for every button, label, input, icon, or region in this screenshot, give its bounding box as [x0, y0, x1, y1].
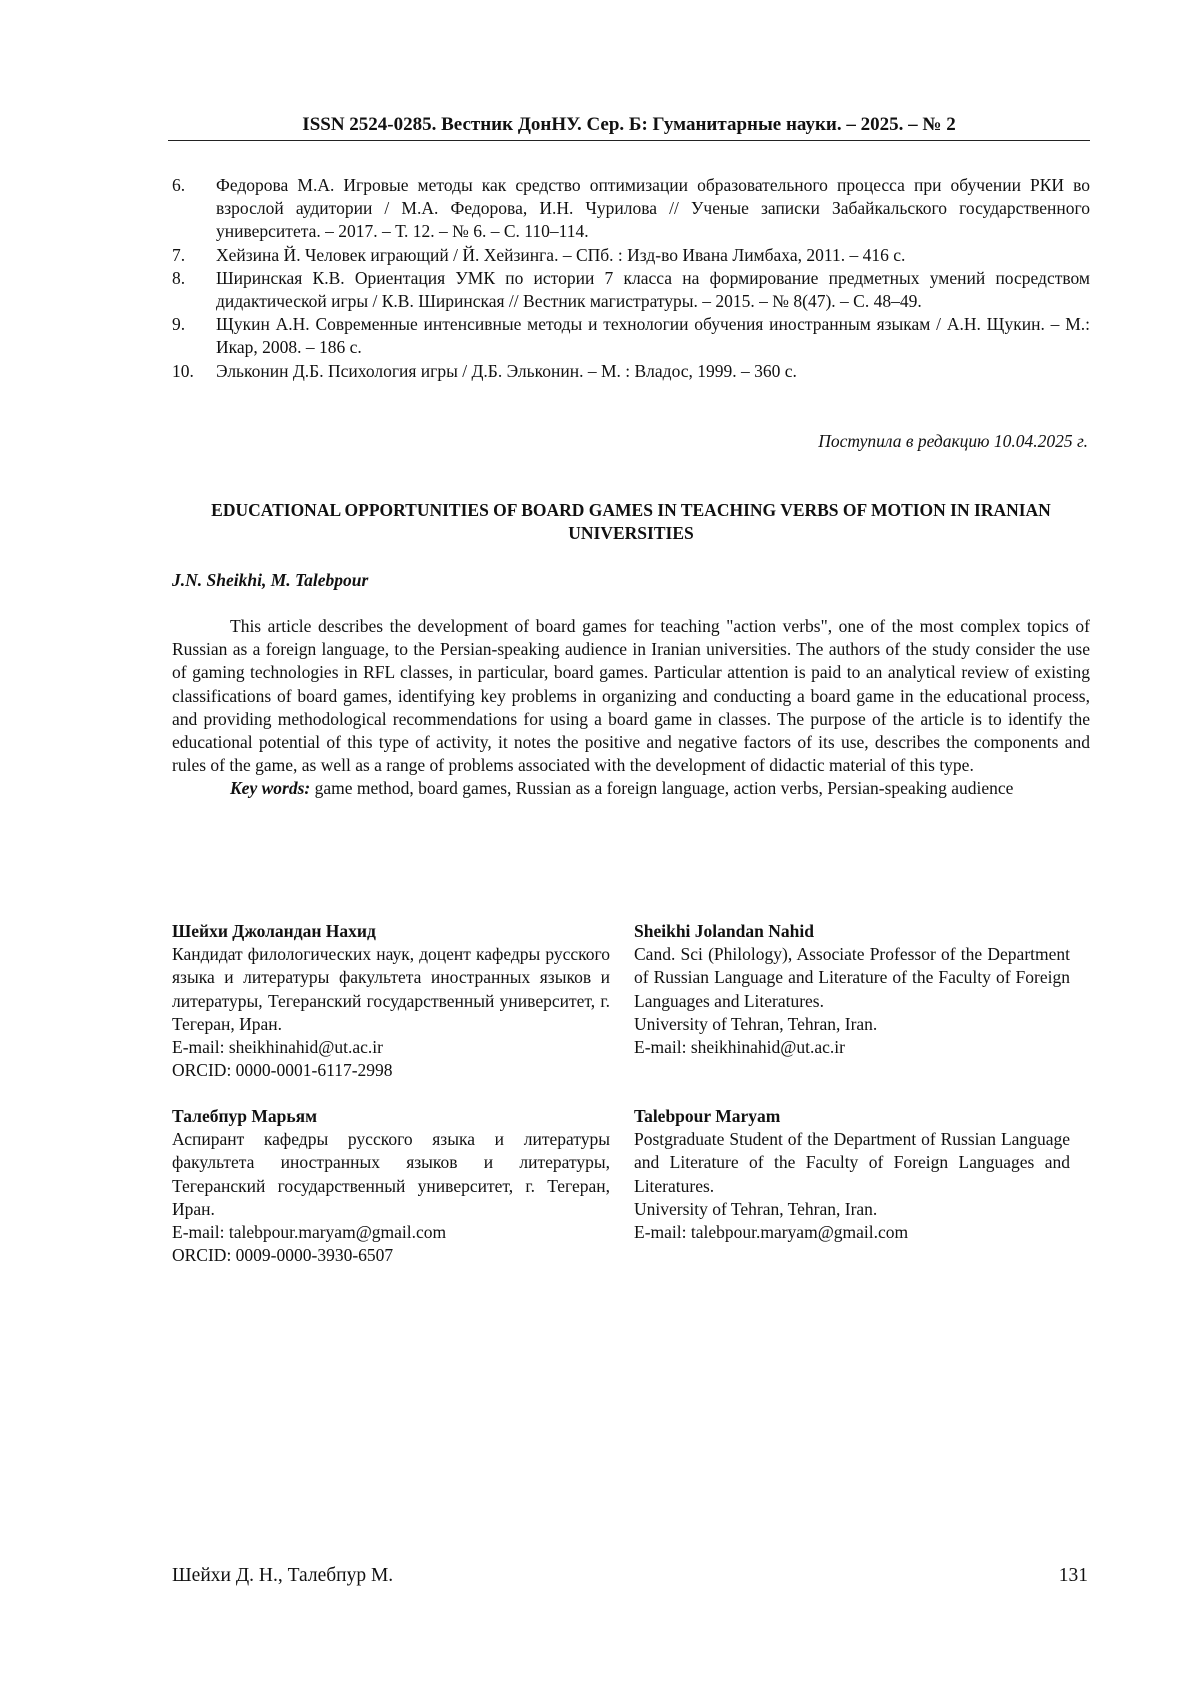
reference-list [172, 174, 1090, 383]
author-email: E-mail: sheikhinahid@ut.ac.ir [172, 1037, 383, 1058]
author-description: Postgraduate Student of the Department of Russian Language and Literature of the Faculty of Foreign Languages and Literatures. [634, 1129, 1070, 1196]
reference-number: 9. [172, 314, 186, 335]
reference-number: 6. [172, 175, 186, 195]
reference-text: Щукин А.Н. Современные интенсивные методы и технологии обучения иностранным языкам / А.Н. Щукин. – М.: Икар, 2008. – 186 с. [216, 314, 1090, 358]
author-orcid: ORCID: 0009-0000-3930-6507 [172, 1245, 394, 1266]
author-university: University of Tehran, Tehran, Iran. [634, 1198, 878, 1219]
received-date: Поступила в редакцию 10.04.2025 г. [818, 431, 1088, 451]
keywords-label: Key words: [230, 778, 311, 799]
author-university: University of Tehran, Tehran, Iran. [634, 1013, 878, 1034]
reference-number: 10. [172, 360, 194, 381]
author-orcid: ORCID: 0000-0001-6117-2998 [172, 1060, 393, 1081]
reference-item [172, 244, 1090, 267]
page-number: 131 [1058, 1565, 1088, 1586]
reference-item [172, 360, 1090, 383]
article-title: EDUCATIONAL OPPORTUNITIES OF BOARD GAMES IN TEACHING VERBS OF MOTION IN IRANIAN UNIVERSITIES [211, 500, 1051, 543]
reference-number: 8. [172, 267, 186, 288]
keywords [172, 777, 1090, 800]
abstract [172, 615, 1090, 801]
article-authors: J.N. Sheikhi, M. Talebpour [172, 570, 369, 590]
reference-text: Федорова М.А. Игровые методы как средство оптимизации образовательного процесса при обучении РКИ во взрослой аудитории / М.А. Федорова, И.Н. Чурилова // Ученые записки Забайкальского государственного университета. – 2017. – Т. 12. – № 6. – С. 110–114. [216, 175, 1090, 242]
abstract-text: This article describes the development of board games for teaching "action verbs", one of the most complex topics of Russian as a foreign language, to the Persian-speaking audience in Iranian universities. The authors of the study consider the use of gaming technologies in RFL classes, in particular, board games. Particular attention is paid to an analytical review of existing classifications of board games, identifying key problems in organizing and conducting a board game in the educational process, and providing methodological recommendations for using a board game in classes. The purpose of the article is to identify the educational potential of this type of activity, it notes the positive and negative factors of its use, describes the components and rules of the game, as well as a range of problems associated with the development of didactic material of this type. [172, 616, 1090, 776]
reference-text: Ширинская К.В. Ориентация УМК по истории 7 класса на формирование предметных умений посредством дидактической игры / К.В. Ширинская // Вестник магистратуры. – 2015. – № 8(47). – С. 48–49. [216, 267, 1090, 312]
author-1-ru [172, 920, 610, 1082]
author-email: E-mail: talebpour.maryam@gmail.com [172, 1222, 447, 1243]
footer-authors: Шейхи Д. Н., Талебпур М. [172, 1565, 394, 1586]
author-email: E-mail: talebpour.maryam@gmail.com [634, 1222, 909, 1243]
author-description: Аспирант кафедры русского языка и литературы факультета иностранных языков и литературы, Тегеранский государственный университет, г. Тегеран, Иран. [172, 1129, 610, 1219]
keywords-text: game method, board games, Russian as a foreign language, action verbs, Persian-speaking audience [314, 778, 1014, 799]
author-2-ru [172, 1105, 610, 1267]
author-description: Cand. Sci (Philology), Associate Professor of the Department of Russian Language and Literature of the Faculty of Foreign Languages and Literatures. [634, 944, 1070, 1011]
reference-number: 7. [172, 244, 186, 265]
author-name: Sheikhi Jolandan Nahid [634, 921, 814, 941]
author-name: Талебпур Марьям [172, 1106, 318, 1126]
reference-text: Эльконин Д.Б. Психология игры / Д.Б. Эльконин. – М. : Владос, 1999. – 360 с. [216, 360, 797, 381]
reference-text: Хейзина Й. Человек играющий / Й. Хейзинга. – СПб. : Изд-во Ивана Лимбаха, 2011. – 416 с. [216, 244, 906, 265]
reference-item [172, 313, 1090, 359]
author-1-en [634, 920, 1070, 1059]
author-name: Talebpour Maryam [634, 1106, 781, 1126]
author-email: E-mail: sheikhinahid@ut.ac.ir [634, 1037, 845, 1058]
author-description: Кандидат филологических наук, доцент кафедры русского языка и литературы факультета иностранных языков и литературы, Тегеранский государственный университет, г. Тегеран, Иран. [172, 944, 610, 1034]
author-2-en [634, 1105, 1070, 1244]
journal-header: ISSN 2524-0285. Вестник ДонНУ. Сер. Б: Гуманитарные науки. – 2025. – № 2 [168, 114, 1090, 141]
reference-item [172, 267, 1090, 313]
reference-item [172, 174, 1090, 244]
author-name: Шейхи Джоландан Нахид [172, 921, 376, 941]
